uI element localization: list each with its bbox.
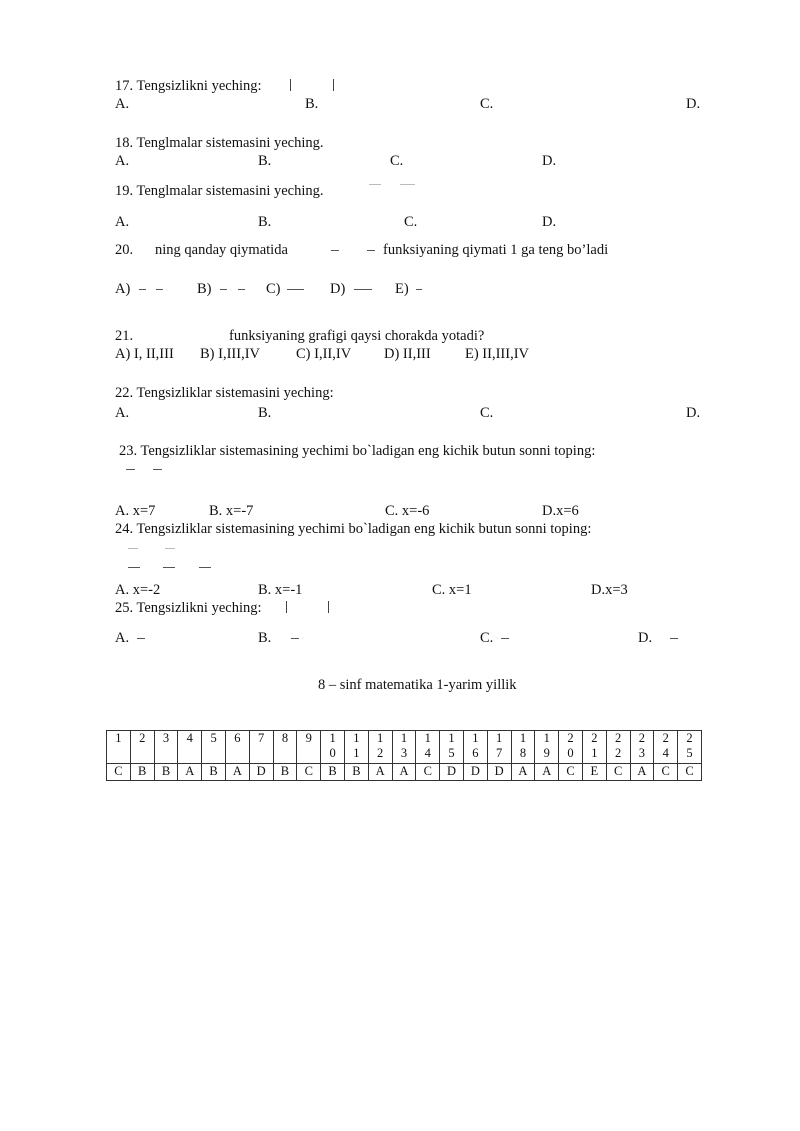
answer-key-title: 8 – sinf matematika 1-yarim yillik: [318, 677, 517, 693]
q21-option-c: C) I,II,IV: [296, 346, 352, 362]
question-number-cell: 4: [178, 731, 202, 764]
question-number-cell: 3: [154, 731, 178, 764]
question-number-cell: 1 6: [463, 731, 487, 764]
q25-option-b: B.: [258, 630, 272, 646]
question-number-cell: 1 0: [321, 731, 345, 764]
answer-cell: D: [440, 764, 464, 781]
question-number-cell: 6: [225, 731, 249, 764]
fraction-bar: [153, 469, 162, 470]
question-number-cell: 2: [130, 731, 154, 764]
fraction-bar: [137, 638, 145, 639]
question-number-cell: 7: [249, 731, 273, 764]
fraction-bar: [139, 289, 146, 290]
q18-option-b: B.: [258, 153, 272, 169]
answer-cell: C: [559, 764, 583, 781]
q21-option-a: A) I, II,III: [115, 346, 174, 362]
question-number-cell: 1 2: [368, 731, 392, 764]
answer-row: [107, 764, 702, 781]
answer-cell: C: [297, 764, 321, 781]
fraction-bar: [291, 638, 299, 639]
question-number-cell: 5: [202, 731, 226, 764]
answer-cell: C: [107, 764, 131, 781]
question-number-cell: 1 4: [416, 731, 440, 764]
fraction-bar: [220, 289, 227, 290]
question-number-cell: 1 8: [511, 731, 535, 764]
q20-option-d: D): [330, 281, 346, 297]
q18-option-a: A.: [115, 153, 130, 169]
answer-cell: C: [654, 764, 678, 781]
q17-option-d: D.: [686, 96, 701, 112]
abs-bar: [290, 79, 291, 91]
q23-option-c: C. x=-6: [385, 503, 430, 519]
q17-option-b: B.: [305, 96, 319, 112]
q24-option-c: C. x=1: [432, 582, 472, 598]
fraction-bar: [199, 567, 211, 568]
question-number-cell: 2 4: [654, 731, 678, 764]
q24-option-b: B. x=-1: [258, 582, 303, 598]
q18-option-c: C.: [390, 153, 404, 169]
fraction-bar: [287, 289, 304, 290]
q18-option-d: D.: [542, 153, 557, 169]
answer-cell: A: [225, 764, 249, 781]
q21-option-b: B) I,III,IV: [200, 346, 260, 362]
question-number-cell: 1 3: [392, 731, 416, 764]
question-number-cell: 2 3: [630, 731, 654, 764]
question-number-cell: 1: [107, 731, 131, 764]
question-number-cell: 8: [273, 731, 297, 764]
answer-cell: C: [678, 764, 702, 781]
answer-cell: A: [178, 764, 202, 781]
fraction-bar: [163, 567, 175, 568]
q17-option-a: A.: [115, 96, 130, 112]
answer-cell: A: [630, 764, 654, 781]
question-number-cell: 2 0: [559, 731, 583, 764]
answer-cell: C: [606, 764, 630, 781]
question-number-cell: 1 5: [440, 731, 464, 764]
answer-cell: B: [321, 764, 345, 781]
fraction-bar: [367, 250, 375, 251]
abs-bar: [328, 601, 329, 613]
q20-text-2: funksiyaning qiymati 1 ga teng bo’ladi: [383, 242, 609, 258]
fraction-bar: [238, 289, 245, 290]
question-number-cell: 9: [297, 731, 321, 764]
q21-text: funksiyaning grafigi qaysi chorakda yotadi?: [229, 328, 485, 344]
fraction-bar: [369, 184, 381, 185]
answer-cell: C: [416, 764, 440, 781]
answer-key-table: [106, 730, 702, 781]
answer-cell: A: [511, 764, 535, 781]
q22-option-c: C.: [480, 405, 494, 421]
q19-option-b: B.: [258, 214, 272, 230]
answer-cell: B: [202, 764, 226, 781]
fraction-bar: [354, 289, 372, 290]
question-number-cell: 2 1: [582, 731, 606, 764]
fraction-bar: [128, 567, 140, 568]
q19-option-d: D.: [542, 214, 557, 230]
q24-text: 24. Tengsizliklar sistemasining yechimi bo`ladigan eng kichik butun sonni toping:: [115, 521, 592, 537]
question-number-cell: 2 5: [678, 731, 702, 764]
abs-bar: [333, 79, 334, 91]
q21-option-d: D) II,III: [384, 346, 431, 362]
q20-option-a: A): [115, 281, 131, 297]
fraction-bar: [128, 548, 138, 549]
question-number-row: [107, 731, 702, 764]
answer-cell: B: [273, 764, 297, 781]
question-number-cell: 2 2: [606, 731, 630, 764]
fraction-bar: [331, 250, 339, 251]
q22-option-a: A.: [115, 405, 130, 421]
answer-cell: B: [344, 764, 368, 781]
q18-text: 18. Tenglmalar sistemasini yeching.: [115, 135, 324, 151]
fraction-bar: [416, 289, 422, 290]
abs-bar: [286, 601, 287, 613]
q21-number: 21.: [115, 328, 134, 344]
question-number-cell: 1 7: [487, 731, 511, 764]
q17-option-c: C.: [480, 96, 494, 112]
q24-option-d: D.x=3: [591, 582, 628, 598]
answer-cell: A: [368, 764, 392, 781]
fraction-bar: [670, 638, 678, 639]
answer-cell: A: [392, 764, 416, 781]
q20-number: 20.: [115, 242, 134, 258]
q23-text: 23. Tengsizliklar sistemasining yechimi bo`ladigan eng kichik butun sonni toping:: [119, 443, 596, 459]
q25-option-a: A.: [115, 630, 130, 646]
answer-cell: D: [249, 764, 273, 781]
q25-option-c: C.: [480, 630, 494, 646]
fraction-bar: [126, 469, 135, 470]
fraction-bar: [400, 184, 415, 185]
q24-option-a: A. x=-2: [115, 582, 161, 598]
fraction-bar: [501, 638, 509, 639]
q20-option-b: B): [197, 281, 212, 297]
q25-text: 25. Tengsizlikni yeching:: [115, 600, 262, 616]
q19-text: 19. Tenglmalar sistemasini yeching.: [115, 183, 324, 199]
q20-option-c: C): [266, 281, 281, 297]
answer-cell: B: [130, 764, 154, 781]
q20-text-1: ning qanday qiymatida: [155, 242, 288, 258]
answer-cell: D: [463, 764, 487, 781]
question-number-cell: 1 9: [535, 731, 559, 764]
q23-option-b: B. x=-7: [209, 503, 254, 519]
answer-cell: E: [582, 764, 606, 781]
q25-option-d: D.: [638, 630, 653, 646]
q20-option-e: E): [395, 281, 409, 297]
q19-option-c: C.: [404, 214, 418, 230]
q19-option-a: A.: [115, 214, 130, 230]
q17-text: 17. Tengsizlikni yeching:: [115, 78, 262, 94]
q21-option-e: E) II,III,IV: [465, 346, 530, 362]
answer-cell: B: [154, 764, 178, 781]
fraction-bar: [165, 548, 175, 549]
q22-text: 22. Tengsizliklar sistemasini yeching:: [115, 385, 334, 401]
q23-option-d: D.x=6: [542, 503, 579, 519]
q22-option-d: D.: [686, 405, 701, 421]
question-number-cell: 1 1: [344, 731, 368, 764]
answer-cell: A: [535, 764, 559, 781]
q22-option-b: B.: [258, 405, 272, 421]
answer-cell: D: [487, 764, 511, 781]
fraction-bar: [156, 289, 163, 290]
q23-option-a: A. x=7: [115, 503, 156, 519]
